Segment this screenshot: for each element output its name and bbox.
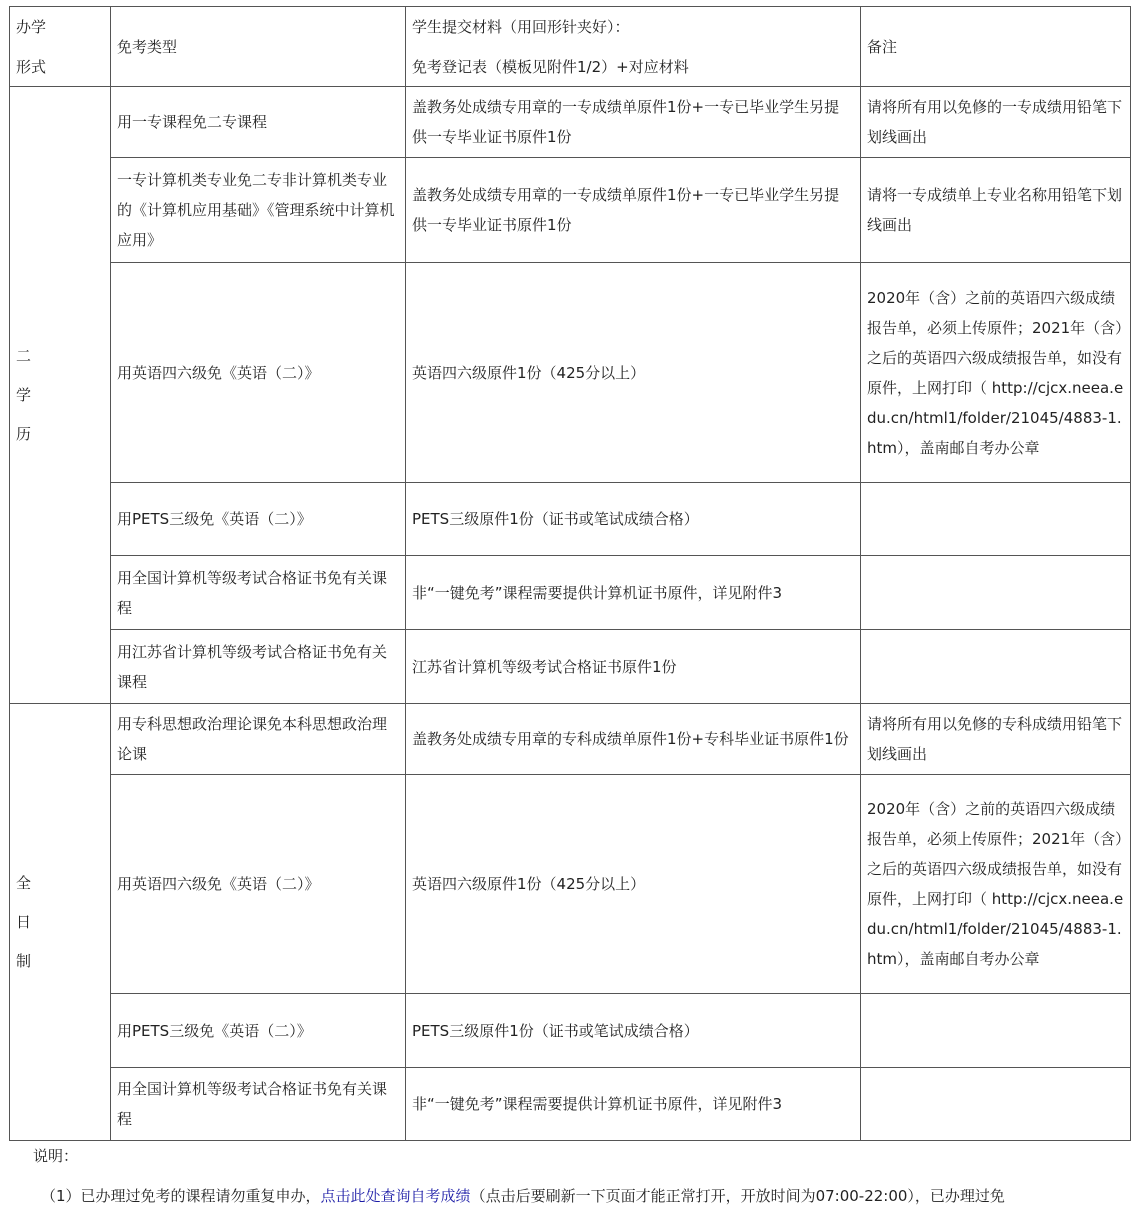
remark-cell: 请将所有用以免修的专科成绩用铅笔下划线画出 xyxy=(861,704,1131,775)
materials-cell: 江苏省计算机等级考试合格证书原件1份 xyxy=(406,630,861,704)
type-cell: 用江苏省计算机等级考试合格证书免有关课程 xyxy=(111,630,406,704)
materials-cell: 盖教务处成绩专用章的一专成绩单原件1份+一专已毕业学生另提供一专毕业证书原件1份 xyxy=(406,158,861,263)
remark-cell xyxy=(861,483,1131,556)
type-cell: 用英语四六级免《英语（二）》 xyxy=(111,263,406,483)
form-label-char: 学 xyxy=(16,385,32,404)
header-form xyxy=(10,7,111,87)
materials-cell: 英语四六级原件1份（425分以上） xyxy=(406,263,861,483)
materials-cell: PETS三级原件1份（证书或笔试成绩合格） xyxy=(406,994,861,1068)
type-cell: 用专科思想政治理论课免本科思想政治理论课 xyxy=(111,704,406,775)
notes-item-1-prefix: （1）已办理过免考的课程请勿重复申办， xyxy=(41,1187,321,1205)
header-materials xyxy=(406,7,861,87)
query-score-link[interactable]: 点击此处查询自考成绩 xyxy=(320,1187,471,1205)
exemption-table xyxy=(9,6,1131,1141)
table-row xyxy=(10,87,1131,158)
type-cell: 用PETS三级免《英语（二）》 xyxy=(111,483,406,556)
form-label-second-degree xyxy=(10,87,111,704)
table-row xyxy=(10,704,1131,775)
type-cell: 用全国计算机等级考试合格证书免有关课程 xyxy=(111,556,406,630)
materials-cell: 盖教务处成绩专用章的专科成绩单原件1份+专科毕业证书原件1份 xyxy=(406,704,861,775)
table-row xyxy=(10,630,1131,704)
table-row xyxy=(10,263,1131,483)
remark-cell: 2020年（含）之前的英语四六级成绩报告单，必须上传原件；2021年（含）之后的英语四六级成绩报告单，如没有原件，上网打印（ http://cjcx.neea.edu.cn/html1/folder/21045/4883-1.htm），盖南邮自考办公章 xyxy=(861,775,1131,994)
remark-cell xyxy=(861,994,1131,1068)
header-materials-line: 学生提交材料（用回形针夹好）： xyxy=(412,17,630,36)
table-row xyxy=(10,1068,1131,1141)
materials-cell: PETS三级原件1份（证书或笔试成绩合格） xyxy=(406,483,861,556)
remark-cell xyxy=(861,630,1131,704)
table-row xyxy=(10,556,1131,630)
header-materials-line: 免考登记表（模板见附件1/2）+对应材料 xyxy=(412,57,689,76)
materials-cell: 英语四六级原件1份（425分以上） xyxy=(406,775,861,994)
table-row xyxy=(10,483,1131,556)
type-cell: 用英语四六级免《英语（二）》 xyxy=(111,775,406,994)
header-remark: 备注 xyxy=(861,7,1131,87)
materials-cell: 非“一键免考”课程需要提供计算机证书原件，详见附件3 xyxy=(406,556,861,630)
header-form-line: 办学 xyxy=(16,17,47,36)
header-row xyxy=(10,7,1131,87)
table-row xyxy=(10,775,1131,994)
notes-item-1-suffix: （点击后要刷新一下页面才能正常打开，开放时间为07:00-22:00），已办理过免 xyxy=(470,1187,1005,1205)
notes-item-1 xyxy=(9,1182,1139,1210)
remark-cell: 2020年（含）之前的英语四六级成绩报告单，必须上传原件；2021年（含）之后的英语四六级成绩报告单，如没有原件，上网打印（ http://cjcx.neea.edu.cn/html1/folder/21045/4883-1.htm），盖南邮自考办公章 xyxy=(861,263,1131,483)
remark-cell: 请将一专成绩单上专业名称用铅笔下划线画出 xyxy=(861,158,1131,263)
remark-cell xyxy=(861,1068,1131,1141)
materials-cell: 盖教务处成绩专用章的一专成绩单原件1份+一专已毕业学生另提供一专毕业证书原件1份 xyxy=(406,87,861,158)
type-cell: 用PETS三级免《英语（二）》 xyxy=(111,994,406,1068)
remark-cell xyxy=(861,556,1131,630)
remark-cell: 请将所有用以免修的一专成绩用铅笔下划线画出 xyxy=(861,87,1131,158)
type-cell: 用全国计算机等级考试合格证书免有关课程 xyxy=(111,1068,406,1141)
table-row xyxy=(10,158,1131,263)
type-cell: 一专计算机类专业免二专非计算机类专业的《计算机应用基础》《管理系统中计算机应用》 xyxy=(111,158,406,263)
type-cell: 用一专课程免二专课程 xyxy=(111,87,406,158)
notes-title: 说明： xyxy=(33,1147,79,1165)
form-label-full-time xyxy=(10,704,111,1141)
form-label-char: 二 xyxy=(16,346,32,365)
form-label-char: 日 xyxy=(16,912,32,931)
form-label-char: 历 xyxy=(16,424,32,443)
table-row xyxy=(10,994,1131,1068)
form-label-char: 全 xyxy=(16,873,32,892)
materials-cell: 非“一键免考”课程需要提供计算机证书原件，详见附件3 xyxy=(406,1068,861,1141)
header-form-line: 形式 xyxy=(16,57,47,76)
form-label-char: 制 xyxy=(16,951,32,970)
header-type: 免考类型 xyxy=(111,7,406,87)
notes-section xyxy=(9,1142,1139,1210)
